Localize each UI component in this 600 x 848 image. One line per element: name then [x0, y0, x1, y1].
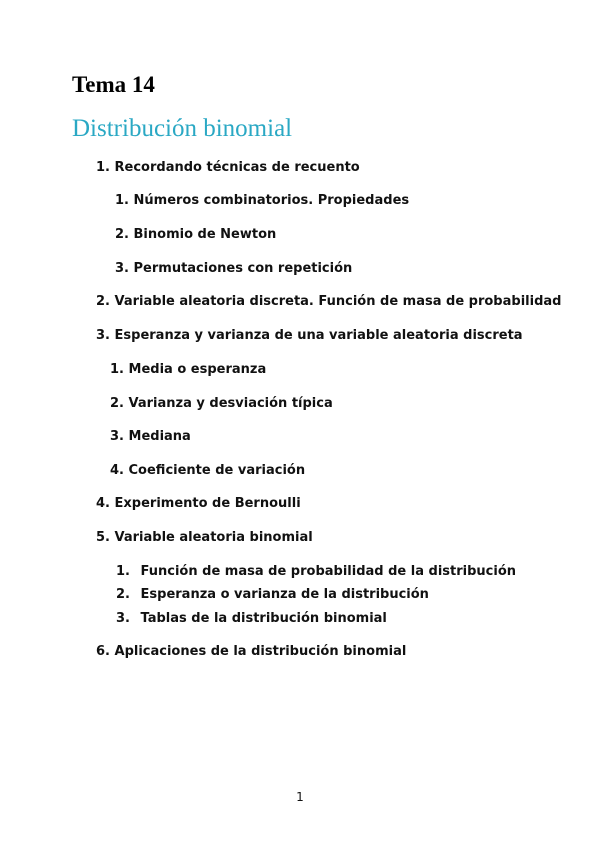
toc-number: 2.: [116, 587, 130, 602]
page-number: 1: [296, 790, 304, 804]
toc-text: Variable aleatoria binomial: [114, 530, 313, 545]
toc-number: 2.: [110, 396, 124, 411]
page-title: Tema 14: [72, 72, 155, 97]
toc-item-1-1: [115, 193, 409, 209]
toc-number: 1.: [116, 564, 130, 579]
toc-number: 4.: [110, 463, 124, 478]
page-subtitle: Distribución binomial: [72, 115, 293, 142]
toc-item-3-1: [110, 362, 266, 378]
toc-item-3-3: [110, 429, 191, 445]
toc-text: Media o esperanza: [128, 362, 267, 377]
toc-number: 6.: [96, 644, 110, 659]
toc-number: 3.: [110, 429, 124, 444]
toc-item-1-2: [115, 227, 276, 243]
toc-text: Binomio de Newton: [133, 227, 277, 242]
toc-number: 2.: [115, 227, 129, 242]
toc-item-5-3: [116, 611, 387, 627]
toc-item-1: [96, 160, 360, 176]
toc-text: Aplicaciones de la distribución binomial: [114, 644, 407, 659]
toc-text: Esperanza o varianza de la distribución: [140, 587, 429, 602]
toc-number: 4.: [96, 496, 110, 511]
toc-item-3-4: [110, 463, 305, 479]
toc-text: Mediana: [128, 429, 191, 444]
toc-text: Coeficiente de variación: [128, 463, 306, 478]
toc-number: 1.: [110, 362, 124, 377]
toc-item-1-3: [115, 261, 352, 277]
toc-item-5-2: [116, 587, 429, 603]
toc-text: Permutaciones con repetición: [133, 261, 353, 276]
toc-number: 5.: [96, 530, 110, 545]
toc-item-6: [96, 644, 406, 660]
toc-text: Función de masa de probabilidad de la distribución: [140, 564, 517, 579]
toc-item-4: [96, 496, 301, 512]
toc-text: Experimento de Bernoulli: [114, 496, 301, 511]
toc-number: 3.: [96, 328, 110, 343]
toc-number: 2.: [96, 294, 110, 309]
toc-number: 3.: [116, 611, 130, 626]
toc-item-3: [96, 328, 523, 344]
toc-item-5-1: [116, 564, 516, 580]
toc-item-2: [96, 294, 561, 310]
toc-text: Esperanza y varianza de una variable aleatoria discreta: [114, 328, 523, 343]
toc-text: Varianza y desviación típica: [128, 396, 333, 411]
toc-text: Números combinatorios. Propiedades: [133, 193, 410, 208]
toc-number: 3.: [115, 261, 129, 276]
toc-number: 1.: [115, 193, 129, 208]
toc-text: Variable aleatoria discreta. Función de masa de probabilidad: [114, 294, 562, 309]
toc-item-3-2: [110, 396, 333, 412]
toc-text: Recordando técnicas de recuento: [114, 160, 360, 175]
toc-number: 1.: [96, 160, 110, 175]
toc-text: Tablas de la distribución binomial: [140, 611, 387, 626]
toc-item-5: [96, 530, 313, 546]
